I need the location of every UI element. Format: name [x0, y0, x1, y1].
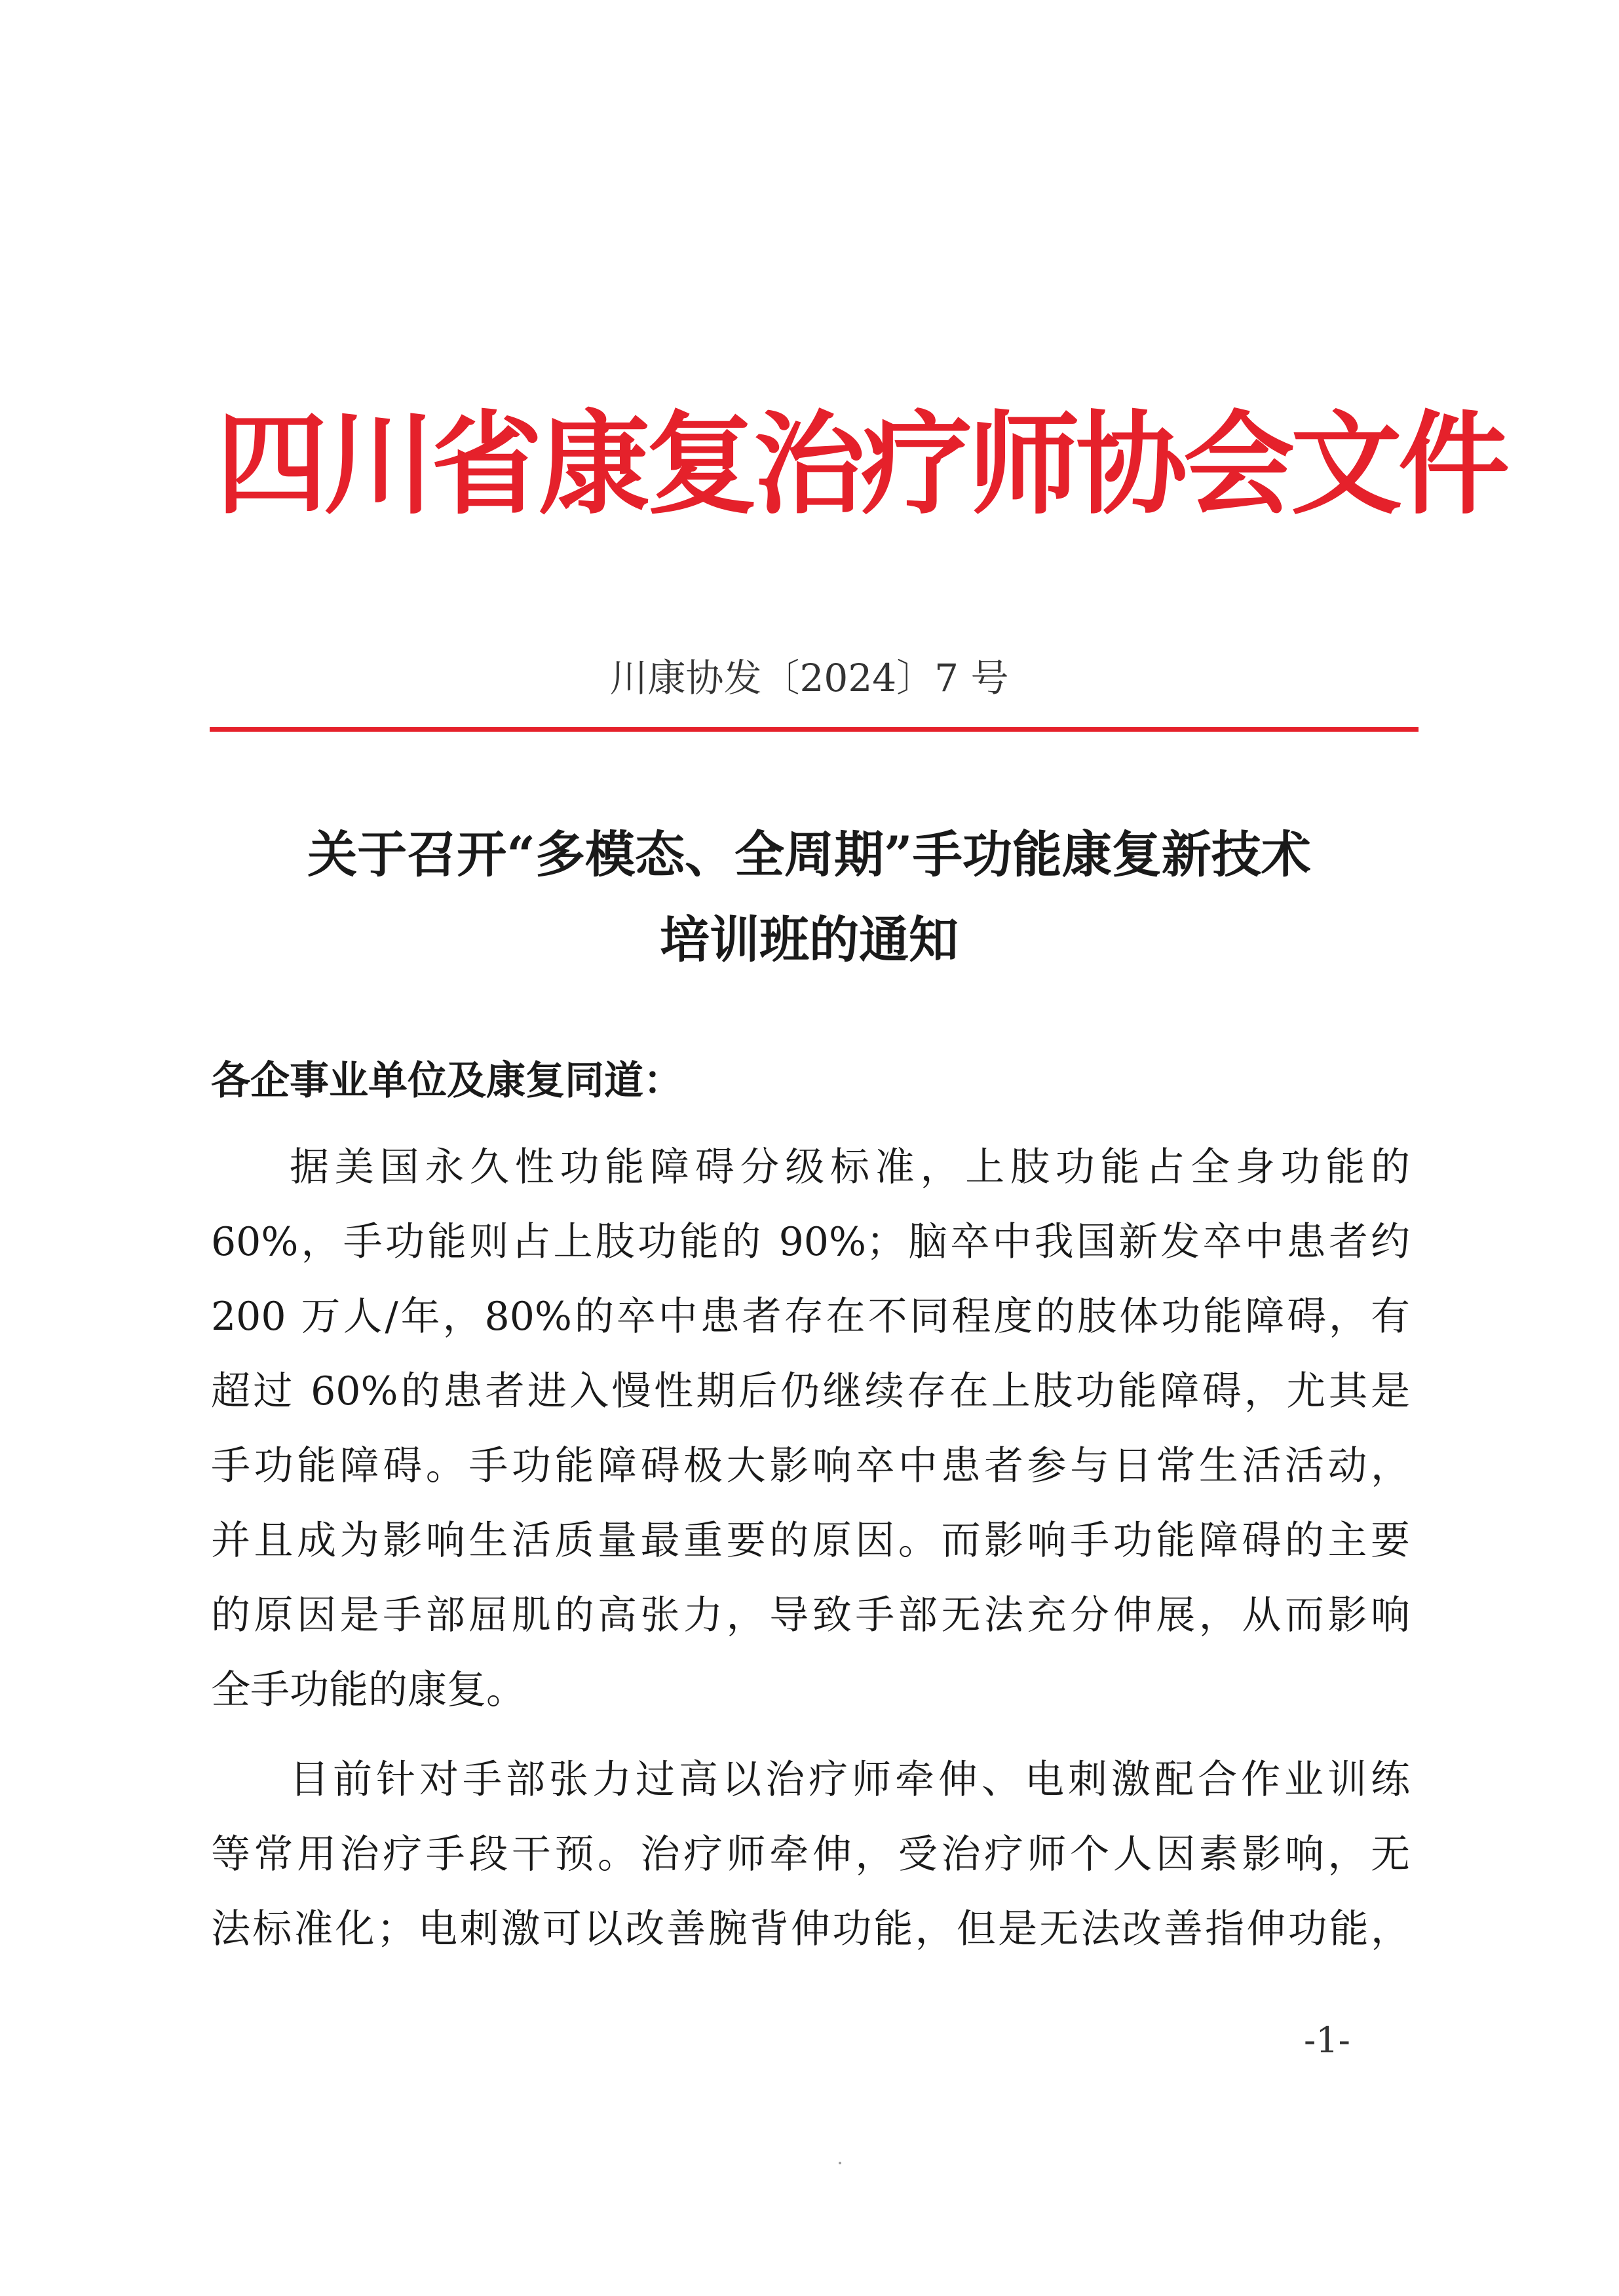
page-number: -1- [1304, 2020, 1350, 2061]
masthead-title: 四川省康复治疗师协会文件 [216, 400, 1506, 530]
paragraph-1-line: 60%，手功能则占上肢功能的 90%；脑卒中我国新发卒中患者约 [211, 1219, 1410, 1265]
paragraph-1 [211, 1130, 1410, 1727]
paragraph-2-line: 等常用治疗手段干预。治疗师牵伸，受治疗师个人因素影响，无 [211, 1832, 1410, 1877]
paragraph-1-line: 并且成为影响生活质量最重要的原因。而影响手功能障碍的主要 [211, 1518, 1410, 1564]
notice-title-line-1: 关于召开“多模态、全周期”手功能康复新技术 [307, 825, 1311, 884]
scan-speck [839, 2162, 841, 2164]
paragraph-1-line: 手功能障碍。手功能障碍极大影响卒中患者参与日常生活活动， [211, 1443, 1410, 1489]
paragraph-1-line: 的原因是手部屈肌的高张力，导致手部无法充分伸展，从而影响 [211, 1592, 1410, 1638]
paragraph-1-line: 超过 60%的患者进入慢性期后仍继续存在上肢功能障碍，尤其是 [211, 1368, 1410, 1414]
paragraph-1-line: 据美国永久性功能障碍分级标准，上肢功能占全身功能的 [290, 1144, 1410, 1190]
salutation: 各企事业单位及康复同道： [211, 1058, 683, 1104]
paragraph-1-line: 全手功能的康复。 [211, 1667, 525, 1713]
paragraph-2 [211, 1742, 1410, 1967]
notice-title-line-2: 培训班的通知 [660, 911, 959, 969]
paragraph-2-line: 法标准化；电刺激可以改善腕背伸功能，但是无法改善指伸功能， [211, 1906, 1410, 1952]
document-number: 川康协发〔2024〕7 号 [609, 656, 1009, 700]
red-divider-line [210, 727, 1419, 732]
paragraph-2-line: 目前针对手部张力过高以治疗师牵伸、电刺激配合作业训练 [290, 1757, 1410, 1803]
paragraph-1-line: 200 万人/年，80%的卒中患者存在不同程度的肢体功能障碍，有 [211, 1294, 1410, 1340]
notice-title [210, 812, 1409, 983]
